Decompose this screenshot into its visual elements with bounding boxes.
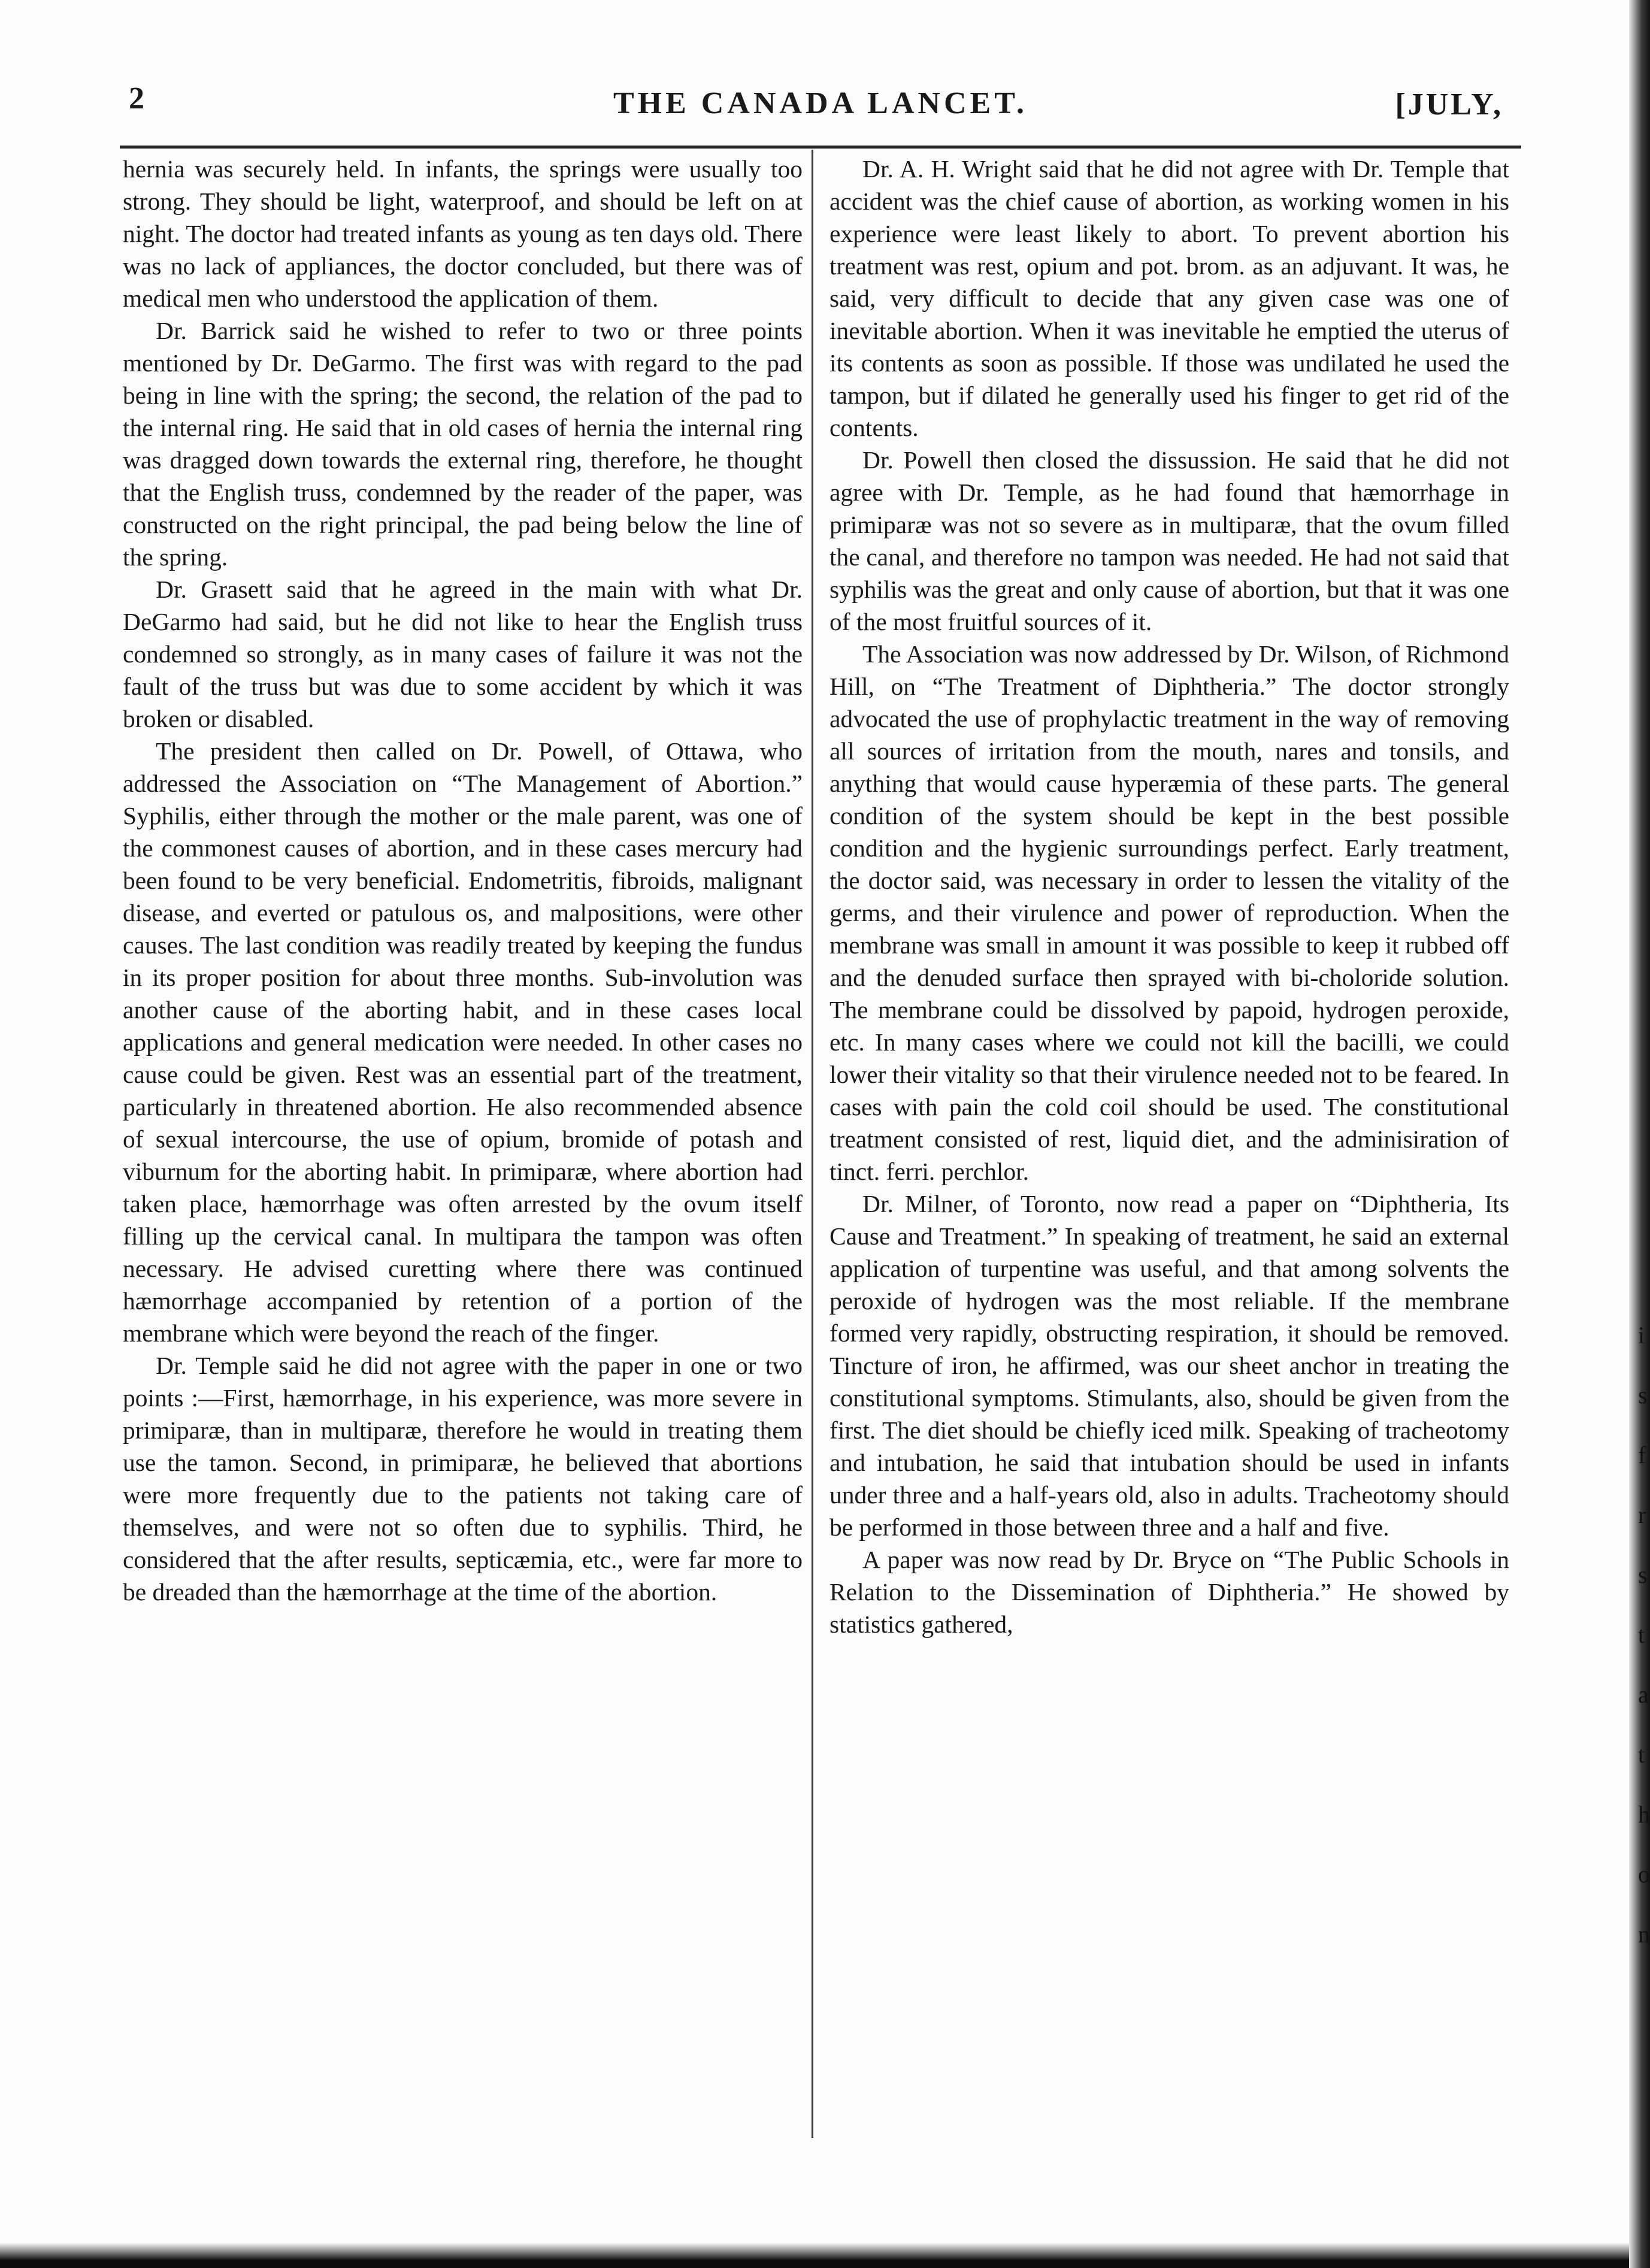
issue-month: [JULY, bbox=[1395, 87, 1503, 122]
journal-title: THE CANADA LANCET. bbox=[613, 86, 1028, 120]
page-number: 2 bbox=[129, 81, 144, 116]
left-column bbox=[123, 153, 803, 1608]
edge-fragment: t bbox=[1638, 1621, 1645, 1648]
edge-fragment: o bbox=[1638, 1861, 1650, 1888]
edge-fragment: a bbox=[1638, 1681, 1649, 1708]
paragraph: Dr. Barrick said he wished to refer to two or three points mentioned by Dr. DeGarmo. The first was with regard to the pad being in line with the spring; the second, the relation of the pad to the internal ring. He said that in old cases of hernia the internal ring was dragged down towards the external ring, therefore, he thought that the English truss, condemned by the reader of the paper, was constructed on the right principal, the pad being below the line of the spring. bbox=[123, 317, 803, 571]
edge-fragment: s bbox=[1638, 1382, 1648, 1409]
right-column bbox=[829, 153, 1509, 1640]
edge-fragment: f bbox=[1638, 1442, 1646, 1468]
edge-fragment: r bbox=[1638, 1501, 1646, 1528]
header-rule bbox=[120, 146, 1521, 149]
scan-bottom-edge bbox=[0, 2243, 1629, 2268]
paragraph: Dr. Temple said he did not agree with the paper in one or two points :—First, hæmorrhage, in his experience, was more severe in primiparæ, than in multiparæ, therefore he would in treating them use the tamon. Second, in primiparæ, he believed that abortions were more frequently due to the patients not taking care of themselves, and were not so often due to syphilis. Third, he considered that the after results, septicæmia, etc., were far more to be dreaded than the hæmorrhage at the time of the abortion. bbox=[123, 1352, 803, 1606]
paragraph: The Association was now addressed by Dr. Wilson, of Richmond Hill, on “The Treatment of Diphtheria.” The doctor strongly advocated the use of prophylactic treatment in the way of removing all sources of irritation from the mouth, nares and tonsils, and anything that would cause hyperæmia of these parts. The general condition of the system should be kept in the best possible condition and the hygienic surroundings perfect. Early treatment, the doctor said, was necessary in order to lessen the vitality of the germs, and their virulence and power of reproduction. When the membrane was small in amount it was possible to keep it rubbed off and the denuded surface then sprayed with bi-choloride solution. The membrane could be dissolved by papoid, hydrogen peroxide, etc. In many cases where we could not kill the bacilli, we could lower their vitality so that their virulence needed not to be feared. In cases with pain the cold coil should be used. The constitutional treatment consisted of rest, liquid diet, and the adminisiration of tinct. ferri. perchlor. bbox=[829, 640, 1509, 1185]
edge-fragment: h bbox=[1638, 1801, 1650, 1828]
edge-fragment: i bbox=[1638, 1322, 1645, 1349]
paragraph: Dr. A. H. Wright said that he did not agree with Dr. Temple that accident was the chief cause of abortion, as working women in his experience were least likely to abort. To prevent abortion his treatment was rest, opium and pot. brom. as an adjuvant. It was, he said, very difficult to decide that any given case was one of inevitable abortion. When it was inevitable he emptied the uterus of its contents as soon as possible. If those was undilated he used the tampon, but if dilated he generally used his finger to get rid of the contents. bbox=[829, 155, 1509, 441]
column-divider bbox=[812, 150, 813, 2138]
paragraph: A paper was now read by Dr. Bryce on “The Public Schools in Relation to the Dissemination of Diphtheria.” He showed by statistics gathered, bbox=[829, 1546, 1509, 1638]
adjacent-page-fragments bbox=[1638, 1306, 1650, 1964]
paragraph: Dr. Powell then closed the dissussion. He said that he did not agree with Dr. Temple, as he had found that hæmorrhage in primiparæ was not so severe as in multiparæ, that the ovum filled the canal, and therefore no tampon was needed. He had not said that syphilis was the great and only cause of abortion, but that it was one of the most fruitful sources of it. bbox=[829, 446, 1509, 635]
paragraph: Dr. Milner, of Toronto, now read a paper on “Diphtheria, Its Cause and Treatment.” In speaking of treatment, he said an external application of turpentine was useful, and that among solvents the peroxide of hydrogen was the most reliable. If the membrane formed very rapidly, obstructing respiration, it should be removed. Tincture of iron, he affirmed, was our sheet anchor in treating the constitutional symptoms. Stimulants, also, should be given from the first. The diet should be chiefly iced milk. Speaking of tracheotomy and intubation, he said that intubation should be used in infants under three and a half-years old, also in adults. Tracheotomy should be performed in those between three and a half and five. bbox=[829, 1190, 1509, 1541]
paragraph: Dr. Grasett said that he agreed in the main with what Dr. DeGarmo had said, but he did not like to hear the English truss condemned so strongly, as in many cases of failure it was not the fault of the truss but was due to some accident by which it was broken or disabled. bbox=[123, 576, 803, 732]
edge-fragment: t bbox=[1638, 1741, 1645, 1768]
edge-fragment: n bbox=[1638, 1921, 1650, 1948]
edge-fragment: s bbox=[1638, 1561, 1648, 1588]
page-header bbox=[120, 81, 1521, 135]
paragraph: The president then called on Dr. Powell, of Ottawa, who addressed the Association on “The Management of Abortion.” Syphilis, either through the mother or the male parent, was one of the commonest causes of abortion, and in these cases mercury had been found to be very beneficial. Endometritis, fibroids, malignant disease, and everted or patulous os, and malpositions, were other causes. The last condition was readily treated by keeping the fundus in its proper position for about three months. Sub-involution was another cause of the aborting habit, and in these cases local applications and general medication were needed. In other cases no cause could be given. Rest was an essential part of the treatment, particularly in threatened abortion. He also recommended absence of sexual intercourse, the use of opium, bromide of potash and viburnum for the aborting habit. In primiparæ, where abortion had taken place, hæmorrhage was often arrested by the ovum itself filling up the cervical canal. In multipara the tampon was often necessary. He advised curetting where there was continued hæmorrhage accompanied by retention of a portion of the membrane which were beyond the reach of the finger. bbox=[123, 737, 803, 1347]
paragraph: hernia was securely held. In infants, the springs were usually too strong. They should be light, waterproof, and should be left on at night. The doctor had treated infants as young as ten days old. There was no lack of appliances, the doctor concluded, but there was of medical men who understood the application of them. bbox=[123, 155, 803, 312]
